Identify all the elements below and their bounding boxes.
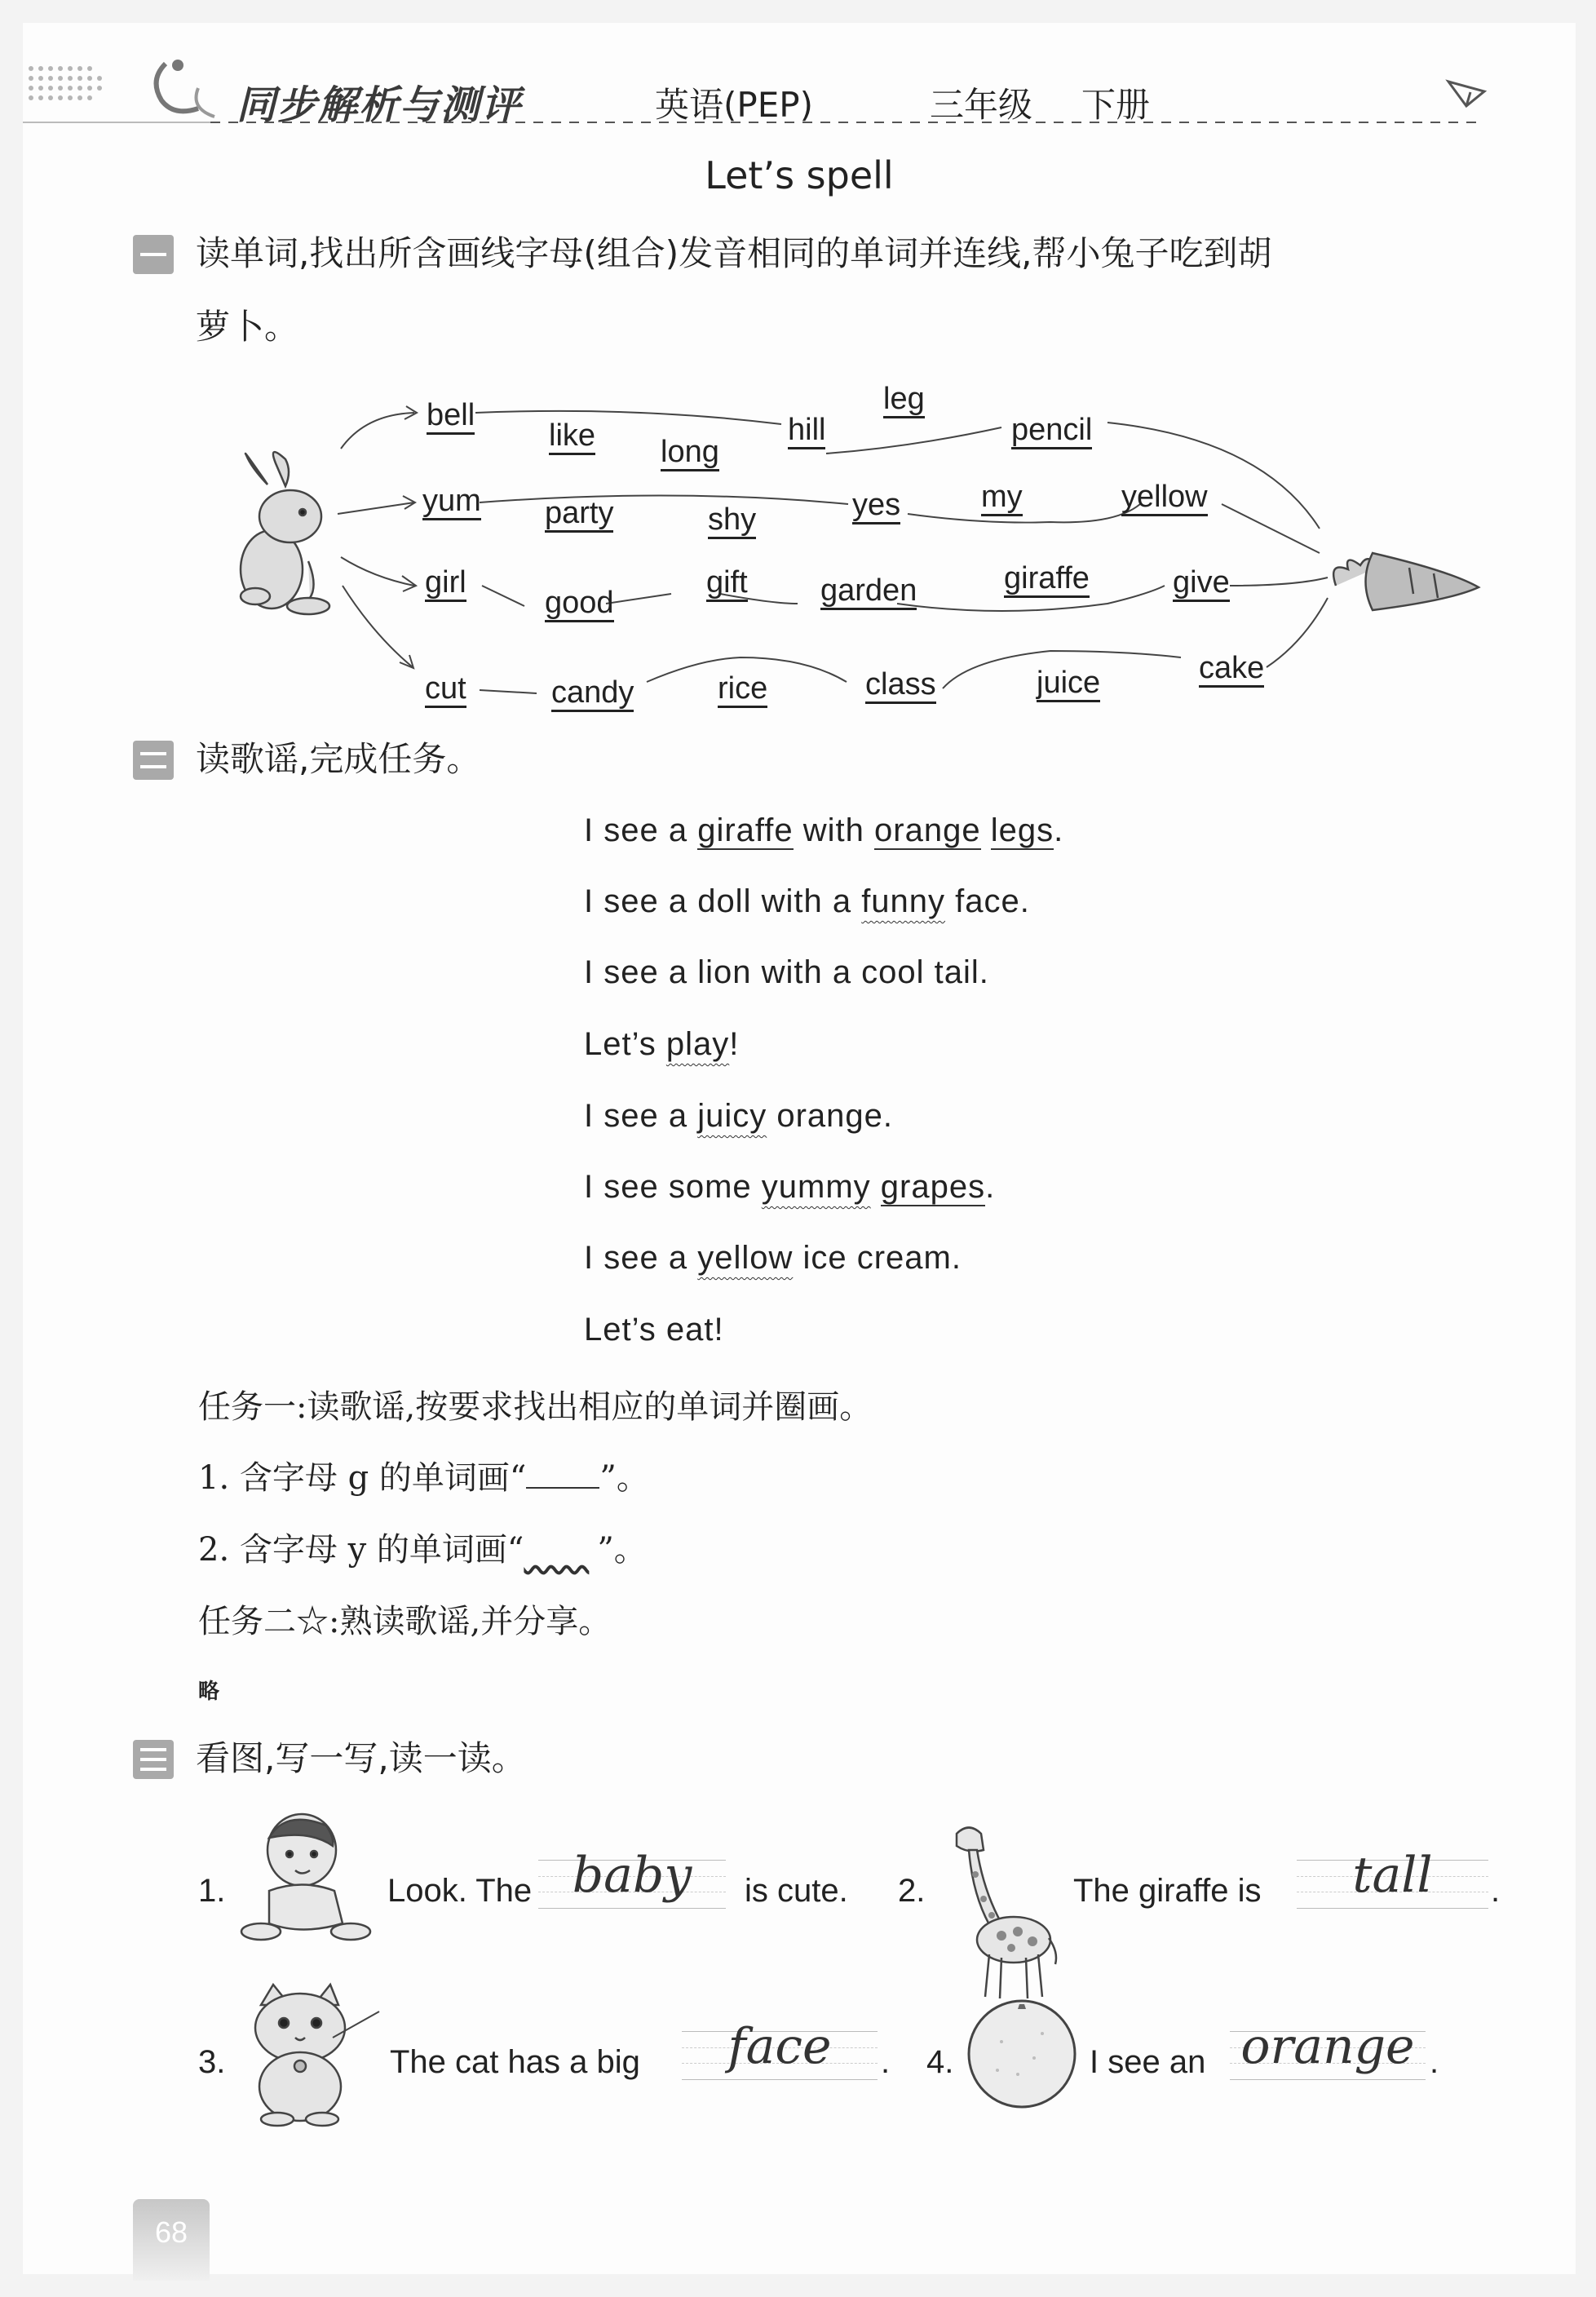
grade-label: 三年级: [930, 85, 1033, 125]
part2-instruction: 读歌谣,完成任务。: [196, 739, 481, 779]
word-pencil: pencil: [1011, 413, 1092, 448]
part2-number-badge: [133, 741, 174, 780]
poem-line-8: Let’s eat!: [584, 1312, 724, 1348]
section-title: Let’s spell: [705, 153, 894, 197]
task2-title: 任务二☆:熟读歌谣,并分享。: [198, 1603, 612, 1640]
word-path-lines: [23, 23, 1576, 757]
part3-number-badge: [133, 1740, 174, 1779]
item1-answer: baby: [572, 1847, 692, 1904]
page-number: 68: [154, 2215, 188, 2249]
word-yes: yes: [852, 488, 900, 523]
cat-picture: [237, 1981, 383, 2127]
item3-answer: face: [727, 2018, 832, 2075]
part1-instruction: 读单词,找出所含画线字母(组合)发音相同的单词并连线,帮小兔子吃到胡: [196, 233, 1272, 273]
word-long: long: [661, 435, 719, 470]
item1-after: is cute.: [745, 1873, 848, 1909]
item2-answer: tall: [1352, 1847, 1433, 1904]
giraffe-picture: [936, 1817, 1067, 2005]
poem-line-2: I see a doll with a funny face.: [584, 883, 1030, 919]
item1-before: Look. The: [387, 1873, 533, 1909]
word-girl: girl: [425, 565, 466, 600]
word-candy: candy: [551, 675, 634, 710]
word-good: good: [545, 586, 614, 621]
task2-answer: 略: [198, 1680, 220, 1704]
poem-line-7: I see a yellow ice cream.: [584, 1240, 962, 1276]
item4-answer: orange: [1240, 2018, 1415, 2075]
word-give: give: [1173, 565, 1230, 600]
item3-before: The cat has a big: [390, 2044, 640, 2080]
item1-number: 1.: [198, 1873, 226, 1909]
word-juice: juice: [1037, 666, 1100, 701]
baby-picture: [237, 1801, 375, 1948]
item4-before: I see an: [1090, 2044, 1206, 2080]
poem-line-4: Let’s play!: [584, 1026, 740, 1062]
word-party: party: [545, 496, 613, 531]
poem-line-5: I see a juicy orange.: [584, 1098, 894, 1134]
book-title: 同步解析与测评: [237, 82, 523, 128]
item2-before: The giraffe is: [1073, 1873, 1262, 1909]
word-garden: garden: [820, 573, 917, 609]
word-hill: hill: [788, 413, 825, 448]
poem-line-3: I see a lion with a cool tail.: [584, 954, 989, 990]
item3-after: .: [881, 2044, 891, 2080]
word-yellow: yellow: [1121, 480, 1208, 515]
word-my: my: [981, 480, 1023, 515]
part3-instruction: 看图,写一写,读一读。: [196, 1738, 526, 1778]
item4-number: 4.: [926, 2044, 954, 2080]
subject-label: 英语(PEP): [655, 85, 813, 125]
word-rice: rice: [718, 671, 767, 706]
word-leg: leg: [883, 382, 925, 417]
task1-title: 任务一:读歌谣,按要求找出相应的单词并圈画。: [198, 1388, 873, 1426]
item2-after: .: [1491, 1873, 1501, 1909]
poem-line-6: I see some yummy grapes.: [584, 1169, 996, 1205]
rabbit-picture: [241, 452, 329, 614]
word-shy: shy: [708, 502, 756, 538]
task1-item2: 2. 含字母 y 的单词画“ ”。: [198, 1531, 647, 1569]
word-cut: cut: [425, 671, 466, 706]
carrot-picture: [1333, 553, 1479, 610]
item4-after: .: [1430, 2044, 1439, 2080]
word-bell: bell: [427, 398, 475, 433]
part1-instruction-2: 萝卜。: [196, 307, 299, 347]
word-giraffe: giraffe: [1004, 561, 1090, 596]
poem-line-1: I see a giraffe with orange legs.: [584, 812, 1064, 848]
volume-label: 下册: [1081, 85, 1151, 125]
word-yum: yum: [422, 484, 481, 519]
page-number-tab: [133, 2199, 210, 2281]
worksheet-page: [23, 23, 1576, 2274]
orange-picture: [961, 1993, 1091, 2115]
item2-number: 2.: [898, 1873, 926, 1909]
word-gift: gift: [706, 565, 748, 600]
word-cake: cake: [1199, 651, 1264, 686]
word-like: like: [549, 418, 595, 454]
item3-number: 3.: [198, 2044, 226, 2080]
task1-item1: 1. 含字母 g 的单词画“ ”。: [198, 1459, 649, 1497]
word-class: class: [865, 667, 936, 702]
